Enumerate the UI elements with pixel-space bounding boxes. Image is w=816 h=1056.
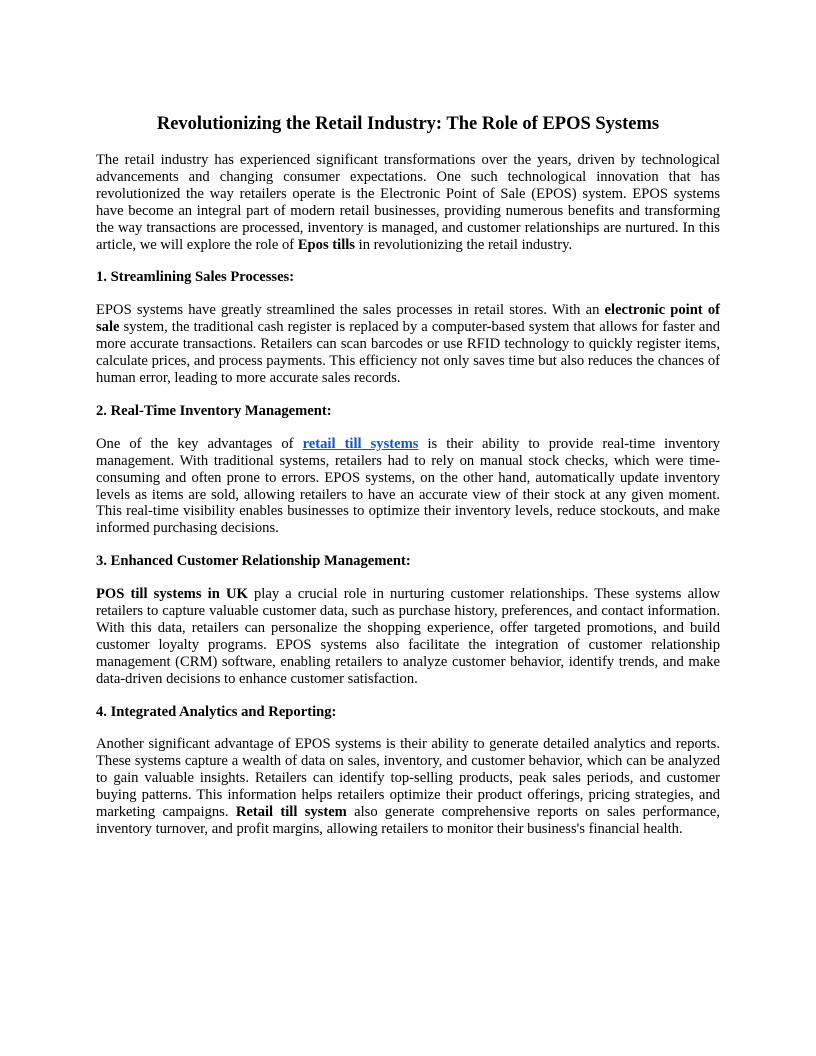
intro-text-2: in revolutionizing the retail industry. <box>355 236 573 253</box>
section-2-paragraph <box>96 436 720 537</box>
section-2-text-2: is their ability to provide real-time inventory management. With traditional systems, retailers had to rely on manual stock checks, which were time-consuming and often prone to errors. EPOS systems, on the other hand, automatically update inventory levels as items are sold, allowing retailers to have an accurate view of their stock at any given moment. This real-time visibility enables businesses to optimize their inventory levels, reduce stockouts, and make informed purchasing decisions. <box>96 435 721 537</box>
retail-till-systems-link[interactable]: retail till systems <box>302 435 419 452</box>
section-1-bold-electronic-point-of-sale: electronic point of sale <box>96 302 720 336</box>
section-2-heading: 2. Real-Time Inventory Management: <box>96 402 332 419</box>
section-4-heading: 4. Integrated Analytics and Reporting: <box>96 703 337 720</box>
section-1-heading: 1. Streamlining Sales Processes: <box>96 269 295 286</box>
section-3-heading: 3. Enhanced Customer Relationship Management: <box>96 553 411 570</box>
section-4-paragraph <box>96 736 720 837</box>
section-2-text-1: One of the key advantages of <box>96 435 303 452</box>
intro-paragraph <box>96 152 720 253</box>
section-4-bold-retail-till-system: Retail till system <box>235 804 347 821</box>
section-4-text-2: also generate comprehensive reports on sales performance, inventory turnover, and profit margins, allowing retailers to monitor their business's financial health. <box>96 804 720 837</box>
section-1-text-1: EPOS systems have greatly streamlined the sales processes in retail stores. With an <box>96 302 605 319</box>
intro-text-1: The retail industry has experienced significant transformations over the years, driven by technological advancements and changing consumer expectations. One such technological innovation that has revolutionized the way retailers operate is the Electronic Point of Sale (EPOS) system. EPOS systems have become an integral part of modern retail businesses, providing numerous benefits and transforming the way transactions are processed, inventory is managed, and customer relationships are nurtured. In this article, we will explore the role of <box>96 152 720 253</box>
section-1-text-2: system, the traditional cash register is replaced by a computer-based system that allows for faster and more accurate transactions. Retailers can scan barcodes or use RFID technology to quickly register items, calculate prices, and process payments. This efficiency not only saves time but also reduces the chances of human error, leading to more accurate sales records. <box>96 319 720 386</box>
section-4-text-1: Another significant advantage of EPOS systems is their ability to generate detailed analytics and reports. These systems capture a wealth of data on sales, inventory, and customer behavior, which can be analyzed to gain valuable insights. Retailers can identify top-selling products, peak sales periods, and customer buying patterns. This information helps retailers optimize their product offerings, pricing strategies, and marketing campaigns. <box>96 736 720 821</box>
section-3-paragraph <box>96 586 720 687</box>
section-3-text-1: play a crucial role in nurturing customer relationships. These systems allow retailers to capture valuable customer data, such as purchase history, preferences, and contact information. With this data, retailers can personalize the shopping experience, offer targeted promotions, and build customer loyalty programs. EPOS systems also facilitate the integration of customer relationship management (CRM) software, enabling retailers to analyze customer behavior, identify trends, and make data-driven decisions to enhance customer satisfaction. <box>96 586 720 687</box>
document-title: Revolutionizing the Retail Industry: The Role of EPOS Systems <box>156 114 660 134</box>
intro-bold-epos-tills: Epos tills <box>297 236 355 253</box>
section-3-bold-pos-till-systems: POS till systems in UK <box>96 586 248 603</box>
section-1-paragraph <box>96 302 720 387</box>
